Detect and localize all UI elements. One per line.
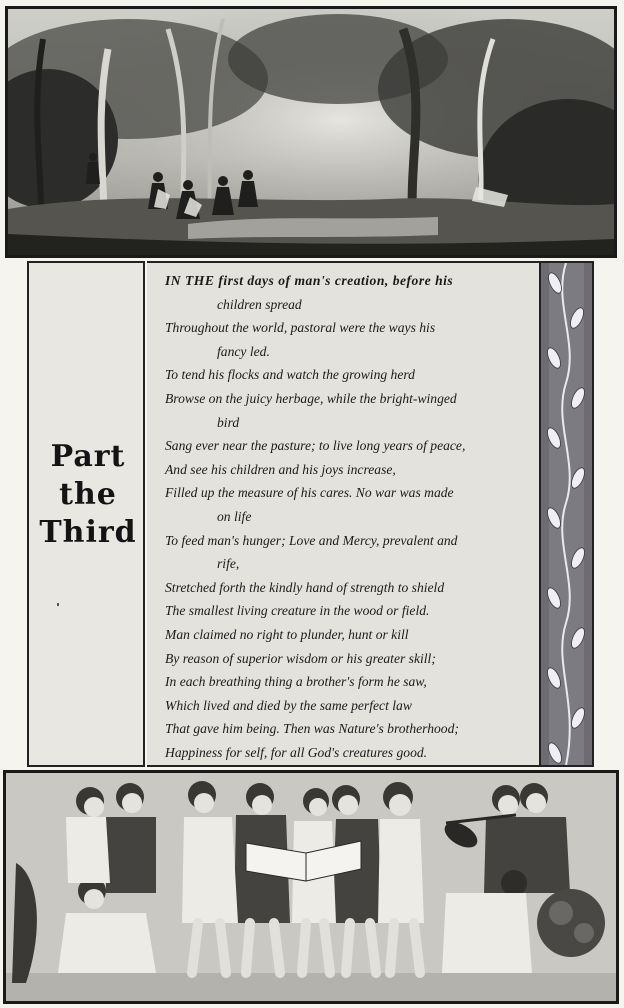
poem-line: on life xyxy=(217,508,252,524)
cherubs-relief-icon xyxy=(6,773,616,1001)
pastoral-landscape-painting-icon xyxy=(8,9,614,255)
poem-line: children spread xyxy=(217,296,302,312)
poem-line: fancy led. xyxy=(217,343,270,359)
section-title xyxy=(29,438,147,552)
poem-panel xyxy=(27,261,594,767)
poem-line: rife, xyxy=(217,556,240,572)
ink-speck xyxy=(57,603,59,606)
poem-line: The smallest living creature in the wood or field. xyxy=(165,603,430,619)
poem-column xyxy=(147,261,539,767)
poem-text xyxy=(165,269,531,764)
poem-line: Browse on the juicy herbage, while the bright-winged xyxy=(165,390,457,406)
poem-line: Happiness for self, for all God's creatures good. xyxy=(165,744,428,760)
poem-line: And see his children and his joys increase, xyxy=(165,461,396,477)
section-title-line-1: Part xyxy=(50,439,126,474)
vine-border xyxy=(539,261,594,767)
pastoral-landscape-painting xyxy=(5,6,617,258)
poem-line: In each breathing thing a brother's form he saw, xyxy=(165,674,427,690)
poem-line: Throughout the world, pastoral were the ways his xyxy=(165,320,436,336)
poem-line: To feed man's hunger; Love and Mercy, prevalent and xyxy=(165,532,458,548)
poem-line: Filled up the measure of his cares. No war was made xyxy=(165,485,454,501)
poem-line: By reason of superior wisdom or his greater skill; xyxy=(165,650,436,666)
section-title-line-2: the xyxy=(59,477,117,512)
poem-line: To tend his flocks and watch the growing herd xyxy=(165,367,415,383)
poem-line: Sang ever near the pasture; to live long years of peace, xyxy=(165,438,466,454)
poem-line: Which lived and died by the same perfect law xyxy=(165,697,412,713)
poem-line: bird xyxy=(217,414,240,430)
section-title-column xyxy=(27,261,145,767)
cherubs-relief-image xyxy=(3,770,619,1004)
poem-line: Man claimed no right to plunder, hunt or kill xyxy=(165,626,409,642)
poem-line: Stretched forth the kindly hand of strength to shield xyxy=(165,579,445,595)
poem-line: IN THE first days of man's creation, before his xyxy=(165,273,454,288)
section-title-line-3: Third xyxy=(39,515,137,550)
vine-border-icon xyxy=(541,263,592,765)
poem-line: That gave him being. Then was Nature's brotherhood; xyxy=(165,721,459,737)
